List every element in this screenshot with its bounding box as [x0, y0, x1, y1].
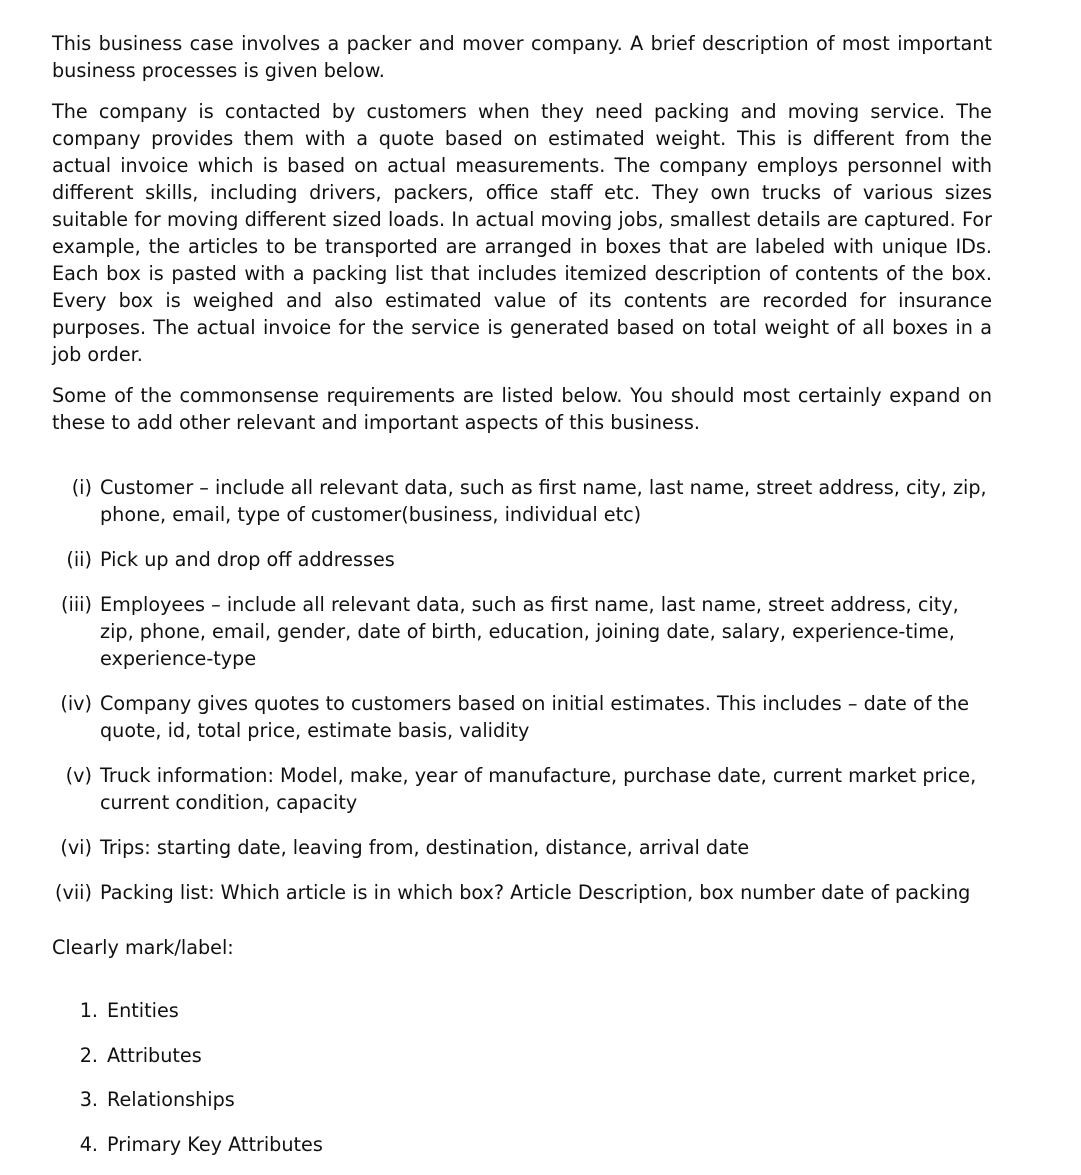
- instruction-item: [52, 1131, 992, 1158]
- requirement-number: (vii): [55, 881, 92, 904]
- intro-paragraph: This business case involves a packer and mover company. A brief description of most important business processes is given below.: [52, 32, 992, 82]
- instruction-text: Attributes: [107, 1043, 202, 1067]
- requirements-intro-paragraph: Some of the commonsense requirements are listed below. You should most certainly expand on these to add other relevant and important aspects of this business.: [52, 384, 992, 434]
- requirement-number: (iii): [61, 593, 92, 616]
- instruction-text: Relationships: [107, 1088, 235, 1111]
- requirement-item: [52, 690, 992, 744]
- instruction-number: 2.: [79, 1043, 98, 1067]
- requirement-number: (vi): [60, 836, 92, 859]
- document-page: [52, 30, 992, 1175]
- requirement-text: Employees – include all relevant data, such as first name, last name, street address, city, zip, phone, email, gender, date of birth, education, joining date, salary, experience-time, experience-type: [100, 593, 959, 670]
- requirement-text: Packing list: Which article is in which box? Article Description, box number date of packing: [100, 881, 971, 904]
- instruction-number: 3.: [79, 1088, 98, 1111]
- requirement-number: (iv): [60, 692, 92, 715]
- requirement-text: Pick up and drop off addresses: [100, 548, 395, 571]
- instruction-text: Primary Key Attributes: [107, 1132, 323, 1156]
- instruction-number: 4.: [79, 1132, 98, 1156]
- instruction-text: Entities: [107, 999, 179, 1022]
- instruction-item: [52, 997, 992, 1024]
- requirement-item: [52, 591, 992, 672]
- requirement-text: Truck information: Model, make, year of manufacture, purchase date, current market price, current condition, capacity: [100, 764, 977, 814]
- requirement-number: (v): [65, 764, 92, 787]
- requirement-text: Company gives quotes to customers based on initial estimates. This includes – date of the quote, id, total price, estimate basis, validity: [100, 692, 970, 742]
- business-description-paragraph: The company is contacted by customers when they need packing and moving service. The company provides them with a quote based on estimated weight. This is different from the actual invoice which is based on actual measurements. The company employs personnel with different skills, including drivers, packers, office staff etc. They own trucks of various sizes suitable for moving different sized loads. In actual moving jobs, smallest details are captured. For example, the articles to be transported are arranged in boxes that are labeled with unique IDs. Each box is pasted with a packing list that includes itemized description of contents of the box. Every box is weighed and also estimated value of its contents are recorded for insurance purposes. The actual invoice for the service is generated based on total weight of all boxes in a job order.: [52, 100, 992, 366]
- instruction-item: [52, 1086, 992, 1113]
- instructions-heading: Clearly mark/label:: [52, 936, 234, 959]
- requirement-item: [52, 546, 992, 573]
- requirement-item: [52, 474, 992, 528]
- requirements-list: [52, 474, 992, 906]
- requirement-number: (ii): [66, 548, 92, 571]
- instructions-list: [52, 997, 992, 1158]
- instruction-number: 1.: [79, 999, 98, 1022]
- requirement-item: [52, 879, 992, 906]
- requirement-text: Customer – include all relevant data, such as first name, last name, street address, city, zip, phone, email, type of customer(business, individual etc): [100, 476, 987, 526]
- requirement-text: Trips: starting date, leaving from, destination, distance, arrival date: [100, 836, 750, 859]
- requirement-item: [52, 762, 992, 816]
- instruction-item: [52, 1042, 992, 1069]
- requirement-item: [52, 834, 992, 861]
- requirement-number: (i): [71, 476, 92, 499]
